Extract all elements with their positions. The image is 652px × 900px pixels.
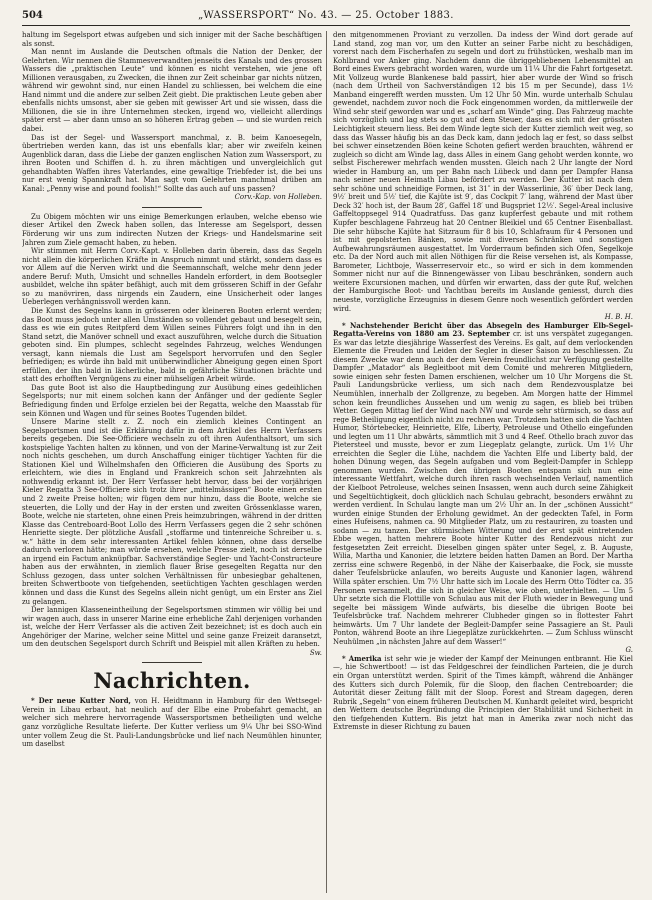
left-column xyxy=(22,31,322,895)
running-title: „WASSERSPORT“ No. 43. — 25. October 1883. xyxy=(198,10,454,21)
page-header xyxy=(22,8,630,24)
paragraph: Unsere Marine stellt z. Z. noch ein ziemlich kleines Contingent an Segelsportsmen und ist die Erklärung dafür in dem Artikel des Herrn Verfassers bereits gegeben. Die See-Officiere wechseln zu oft ihren Aufenthaltsort, um sich kostspielige Yachten halten zu können, und von der Marine-Verwaltung ist zur Zeit noch nichts geschehen, um durch Anschaffung einiger tüchtiger Yachten für die Stationen Kiel und Wilhelmshafen den Officieren die Ausübung des Sports zu erleichtern, wie dies in England und Frankreich schon seit Jahrzehnten als nothwendig erkannt ist. Der Herr Verfasser hebt hervor, dass bei der vorjährigen Kieler Regatta 3 See-Officiere sich trotz ihrer „mittelmässigen“ Boote einen ersten und 2 zweite Preise holten; wir fügen dem nur hinzu, dass die Boote, welche sie steuerten, die Lolly und der Hay in der ersten und zweiten Grössenklasse waren, Boote, welche nie starteten, ohne einen Preis heimzubringen, während in der dritten Klasse das Centreboard-Boot Lollo des Herrn Verfassers gegen die 2 sehr schönen Henriette siegte. Der plötzliche Ausfall „stoffarme und tintenreiche Schreiber u. s. w.“ hätte in dem sehr interessanten Artikel fehlen können, ohne dass derselbe dadurch verloren hätte; man würde ersehen, welche Presse zielt, noch ist derselbe an irgend ein Factum anknüpfbar. Sachverständige Segler- und Yacht-Constructeure haben aus der erwähnten, in ziemlich flauer Brise gesegelten Regatta nur den Schluss gezogen, dass unter solchen Verhältnissen für unbesiegbar gehaltenen, breiten Schwertboote von tiefgehenden, seetüchtigen Yachten geschlagen werden können und dass die Kunst des Segelns allein nicht genügt, um ein Erster ans Ziel zu gelangen. xyxy=(22,418,322,606)
paragraph: Das ist der Segel- und Wassersport manchmal, z. B. beim Kanoesegeln, übertrieben werden kann, das ist uns ebenfalls klar; aber wir zweifeln keinen Augenblick daran, dass die Liebe der ganzen englischen Nation zum Wassersport, zu ihren Booten und Schiffen d. h. zu ihren mächtigen und unvergleichlich gut gehandhabten Waffen ihres Vaterlandes, eine gewaltige Triebfeder ist, die bei uns nur erst wenig Spannkraft hat. Man sagt vom Gelehrten manchmal drüben am Kanal: „Penny wise and pound foolish!“ Sollte das auch auf uns passen? xyxy=(22,133,322,193)
news-item-body: cr. ist uns verspätet zugegangen. Es war das letzte diesjährige Wasserfest des Vereins. Es galt, auf dem verlockenden Elemente die Freuden und Leiden der Segler in dieser Saison zu beschliessen. Zu diesem Zwecke war denn auch der dem Verein freundlichst zur Verfügung gestellte Dampfer „Matador“ als Begleitboot mit dem Comité und mehreren Mitgliedern, sowie einigen sehr festen Damen erschienen, welcher um 10 Uhr Morgens die St. Pauli Landungsbrücke verliess, um sich nach dem Rendezvousplatze bei Neumühlen, innerhalb der Zollgrenze, zu begeben. Am Morgen hatte der Himmel schon kein freundliches Aussehen und um wenig zu sagen, es blieb bei trüben Wetter. Gegen Mittag lief der Wind nach NW und wurde sehr stürmisch, so dass auf rege Betheiligung eigentlich nicht zu rechnen war. Trotzdem hatten sich die Yachten Humor, Störtebecker, Heinriette, Elfe, Liberty, Petroleuse und Othello eingefunden und legten um 11 Uhr abwärts, sämmtlich mit 3 und 4 Reef. Othello brach zuvor das Pietersteel und musste, bevor er zum Liegeplatz gelangte, zurück. Um 1½ Uhr erreichten die Segler die Lühe, nachdem die Yachten Elfe und Liberty bald, der hohen Dünung wegen, das Segeln aufgaben und vom Begleit-Dampfer in Schlepp genommen wurden. Zwischen den übrigen Booten entspann sich nun eine interessante Wettfahrt, welche durch ihren rasch wechselnden Verlauf, namentlich der Kielboot Petroleuse, welches seinen Insassen, wenn auch durch seine Zähigkeit und Segeltüchtigkeit, doch glücklich nach Schulau gebracht, besonders erwähnt zu werden verdient. In Schulau langte man um 2½ Uhr an. In der „schönen Aussicht“ wurden einige Stunden der Erholung gewidmet. An der gedeckten Tafel, in Form eines Hufeisens, nahmen ca. 90 Mitglieder Platz, um zu restauriren, zu toasten und sodann — zu tanzen. Der stürmischen Witterung und der erst spät eintretenden Ebbe wegen, hatten mehrere Boote hinter Kutter des Rendezvous nicht zur festgesetzten Zeit erreicht. Dieselben gingen später unter Segel, z. B. Auguste, Wilia, Martha und Kanonier, die letztere beiden hatten Damen an Bord. Der Martha zerriss eine schwere Regenbö, in der Nähe der Kaiserbaake, die Fock, sie musste daher Teufelsbrücke anlaufen, wo bereits Auguste und Kanonier lagen, während Willa später erschien. Um 7½ Uhr hatte sich im Locale des Herrn Otto Tödter ca. 35 Personen versammelt, die sich in gleicher Weise, wie oben, unterhielten. — Um 5 Uhr setzte sich die Flottille von Schulau aus mit der Fluth wieder in Bewegung und segelte bei mässigem Winde aufwärts, bis dieselbe die übrigen Boote bei Teufelsbrücke traf. Nachdem mehrerer Clubheder gingen so in flottester Fahrt heimwärts. Um 7 Uhr landete der Begleit-Dampfer seine Passagiere an St. Pauli Ponton, während Boote an ihre Liegeplätze zurückkehrten. — Zum Schluss wünscht Neuhülmen „in nächsten Jahre auf dem Wasser!“ xyxy=(333,330,633,646)
news-item-lead: * Der neue Kutter Nord, xyxy=(31,696,131,706)
news-item-body: von H. Heidtmann in Hamburg für den Wettsegel-Verein in Libau erbaut, hat neulich auf der Elbe eine Probefahrt gemacht, an welcher sich mehrere hervorragende Wassersportsmen betheiligten und welche ganz vorzügliche Resultate lieferte. Der Kutter verliess um 9¼ Uhr bei SSO-Wind unter vollem Zeug die St. Pauli-Landungsbrücke und lief nach Neumühlen hinunter, um daselbst xyxy=(22,697,322,749)
section-heading: Nachrichten. xyxy=(93,668,251,694)
paragraph: Das gute Boot ist also die Hauptbedingung zur Ausübung eines gedeihlichen Segelsports; nur mit einem solchen kann der Anfänger und der gediente Segler Befriedigung finden und Erfolge erzielen bei der Regatta, welche den Maasstab für sein Können und Wagen und für seines Bootes Tugenden bildet. xyxy=(22,383,322,418)
news-item-body: ist sehr wie je wieder der Kampf der Meinungen entbrannt. Hie Kiel —, hie Schwertboot! — ist das Feldgeschrei der feindlichen Parteien, die je durch ein Organ unterstützt werden. Spirit of the Times kämpft, während die Anhänger des Kutters sich durch Polemik, für die Sloop, den flachen Centreboarder; die Autorität dieser Zeitung fällt mit der Sloop. Forest and Stream dagegen, deren Rubrik „Segeln“ von einem früheren Deutschen M. Kunhardt geleitet wird, bespricht den Wettern deutsche Begründung die Principien der Stabilität und Sicherheit in den tiefgehenden Kuttern. Bis jetzt hat man in Amerika zwar noch nicht das Extremste in dieser Richtung zu bauen xyxy=(333,654,633,732)
paragraph: Wir stimmen mit Herrn Corv.-Kapt. v. Holleben darin überein, dass das Segeln nicht allein die körperlichen Kräfte in Anspruch nimmt und stärkt, sondern dass es vor Allem auf die Nerven wirkt und die Seemannschaft, welche mehr denn jeder andere Beruf: Muth, Umsicht und schnelles Handeln erfordert, in dem Bootsegler ausbildet, welche ihn später befähigt, auch mit dem grösseren Schiff in der Gefahr so zu manövriren, dass nirgends ein Zaudern, eine Unsicherheit oder langes Ueberlegen verhängnissvoll werden kann. xyxy=(22,247,322,307)
editor-signature: Sw. xyxy=(309,648,322,657)
separator-rule xyxy=(142,662,202,663)
page-number: 504 xyxy=(22,10,43,21)
news-item xyxy=(22,697,322,748)
header-rule xyxy=(22,25,630,26)
paragraph: haltung im Segelsport etwas aufgeben und sich inniger mit der Sache beschäftigen als sonst. xyxy=(22,31,322,48)
paragraph: Zu Obigem möchten wir uns einige Bemerkungen erlauben, welche ebenso wie dieser Artikel den Zweck haben sollen, das Interesse am Segelsport, dessen Förderung wir uns zum indirecten Nutzen der Kriegs- und Handelsmarine seit Jahren zum Ziele gemacht haben, zu heben. xyxy=(22,212,322,247)
right-column xyxy=(333,31,633,895)
author-signature: Corv.-Kap. von Holleben. xyxy=(234,193,322,202)
news-item-lead: * Amerika xyxy=(342,653,382,663)
paragraph: Der lannigen Klasseneintheilung der Segelsportsmen stimmen wir völlig bei und wir wagen auch, dass in unserer Marine eine erhebliche Zahl derjenigen vorhanden ist, welche der Herr Verfasser als die activen Zeit bezeichnet; ist es doch auch ein Angehöriger der Marine, welcher seine Mittel und seine ganze Freizeit daransetzt, um den deutschen Segelsport durch Schrift und Beispiel mit allen Kräften zu heben. xyxy=(22,606,322,649)
author-signature: G. xyxy=(625,646,633,655)
author-signature: H. B. H. xyxy=(604,313,633,322)
news-item xyxy=(333,655,633,732)
paragraph: den mitgenommenen Proviant zu verzollen. Da indess der Wind dort gerade auf Land stand, zog man vor, um den Kutter an seiner Farbe nicht zu beschädigen, vorerst nach dem Fischerhafen zu segeln und dort zu frühstücken, weshalb man im Kohlbrand vor Anker ging. Nachdem dann die übriggebliebenen Lebensmittel an Bord eines Ewers gebracht worden waren, wurde um 11¼ Uhr die Fahrt fortgesetzt. Mit Vollzeug wurde Blankenese bald passirt, hier aber wurde der Wind so frisch (nach dem Urtheil von Sachverständigen 12 bis 15 m per Secunde), dass 1½ Manband eingerefft werden mussten. Um 12 Uhr 50 Min. wurde unterhalb Schulau gewendet, nachdem zuvor noch die Fock eingenommen worden, da mittlerweile der Wind sehr steif geworden war und es „scharf am Winde“ ging. Das Fahrzeug machte sich vorzüglich und lag stets so gut auf dem Steuer, dass es sich mit der grössten Leichtigkeit steuern liess. Bei dem Winde legte sich der Kutter ziemlich weit weg, so dass das Wasser häufig bis an das Deck kam, dann jedoch lag er fest, so dass selbst bei schwer einsetzenden Böen keine Schoten gefiert werden brauchten, während er zugleich so dicht am Winde lag, dass Alles in einem Gang gehobt werden konnte, wo selbst Fischerewer mehrfach wenden mussten. Gleich nach 2 Uhr langte der Nord wieder in Hamburg an, um per Bahn nach Lübeck und dann per Dampfer Hansa nach seiner neuen Heimath Libau befördert zu werden. Der Kutter ist nach dem sehr schöne und schneidige Formen, ist 31″ in der Wasserlinie, 36′ über Deck lang, 9½′ breit und 5½′ tief, die Kajüte ist 9′, das Cockpit 7′ lang, während der Mast über Deck 32′ hoch ist, der Baum 28′, Gaffel 18′ und Bugspriet 12½′. Segel-Areal inclusive Gaffeltoppsegel 914 Quadratfuss. Das ganz kupferfest gebaute und mit rothem Kupfer beschlagene Fahrzeug hat 20 Centner Bleikiel und 65 Centner Eisenballast. Die sehr hübsche Kajüte hat Sitzraum für 8 bis 10, Schlafraum für 4 Personen und ist mit gepolsterten Bänken, sowie mit diversen Schränken und sonstigen Aufbewahrungsräumen ausgestattet. Im Vorderraum befinden sich Ofen, Segelkoje etc. Da der Nord auch mit allen Nöthigen für die Reise versehen ist, als Kompasse, Barometer, Lichtboje, Wasserreservoir etc., so wird er sich in dem kommenden Sommer nicht nur auf die Binnengewässer von Libau beschränken, sondern auch weitere Excursionen machen, und dürfen wir erwarten, dass der gute Ruf, welchen der Hamburgische Boot- und Yachtbau bereits im Auslande geniesst, durch dies neueste, vorzügliche Erzeugniss in diesem Genre noch wesentlich gefördert werden wird. xyxy=(333,31,633,313)
paragraph: Die Kunst des Segelns kann in grösseren oder kleineren Booten erlernt werden; das Boot muss jedoch unter allen Umständen so vollendet gebaut und besegelt sein, dass es wie ein gutes Reitpferd dem Willen seines Führers folgt und ihn in den Stand setzt, die Manöver schnell und exact auszuführen, welche durch die Situation geboten sind. Ein plumpes, schlecht segelndes Fahrzeug, welches Wendungen versagt, kann niemals die Lust am Segelsport hervorrufen und den Segler befriedigen; es würde ihn bald mit unüberwindlicher Abneigung gegen einen Sport erfüllen, der ihn bald in lächerliche, bald in gefährliche Situationen brächte und statt des erhofften Vergnügens zu einer mühseligen Arbeit würde. xyxy=(22,306,322,384)
news-item xyxy=(333,322,633,647)
column-divider xyxy=(326,31,327,893)
paragraph: Man nennt im Auslande die Deutschen oftmals die Nation der Denker, der Gelehrten. Wir nennen die Stammesverwandten jenseits des Kanals und des grossen Wassers die „praktischen Leute“ und können es nicht verstehen, wie jene oft Millionen verausgaben, zu Zwecken, die ihnen zur Zeit scheinbar gar nichts nützen, während wir gewohnt sind, nur einen Handel zu schliessen, bei welchem die eine Hand nimmt und die andere zur selben Zeit giebt. Die praktischen Leute geben aber ebenfalls nichts umsonst, aber sie geben mit gewisser Art und sie wissen, dass die Millionen, die sie in ihre Unternehmen stecken, irgend wo, vielleicht allerdings später erst — aber dann umso an so höheren Ertrag geben — und sie wurden reich dabei. xyxy=(22,48,322,134)
separator-rule xyxy=(142,207,202,208)
news-item-lead: * Nachstehender Bericht über das Absegeln des Hamburger Elb-Segel-Regatta-Vereins von 1880 am 23. September xyxy=(333,320,633,339)
